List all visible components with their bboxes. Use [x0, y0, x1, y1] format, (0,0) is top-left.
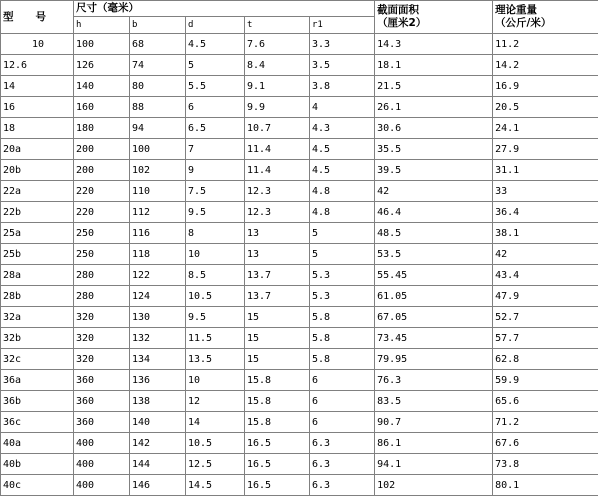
table-cell: 100 — [130, 139, 186, 160]
table-cell: 14 — [1, 76, 74, 97]
table-cell: 80.1 — [493, 475, 598, 496]
table-cell: 400 — [74, 433, 130, 454]
table-cell: 142 — [130, 433, 186, 454]
table-cell: 5.5 — [186, 76, 245, 97]
table-row — [1, 433, 598, 454]
table-cell: 360 — [74, 391, 130, 412]
table-cell: 400 — [74, 454, 130, 475]
table-cell: 20b — [1, 160, 74, 181]
table-cell: 25a — [1, 223, 74, 244]
table-cell: 43.4 — [493, 265, 598, 286]
table-cell: 10 — [186, 244, 245, 265]
table-row — [1, 454, 598, 475]
table-cell: 220 — [74, 181, 130, 202]
table-cell: 40c — [1, 475, 74, 496]
table-cell: 10 — [1, 34, 74, 55]
table-cell: 16.5 — [245, 433, 310, 454]
table-cell: 360 — [74, 370, 130, 391]
table-cell: 22a — [1, 181, 74, 202]
table-cell: 16.5 — [245, 475, 310, 496]
table-cell: 35.5 — [375, 139, 493, 160]
table-cell: 10.5 — [186, 286, 245, 307]
header-row — [1, 1, 598, 17]
table-cell: 5 — [310, 244, 375, 265]
table-cell: 79.95 — [375, 349, 493, 370]
table-cell: 18 — [1, 118, 74, 139]
table-cell: 6.3 — [310, 475, 375, 496]
table-cell: 132 — [130, 328, 186, 349]
table-cell: 200 — [74, 160, 130, 181]
table-cell: 16.9 — [493, 76, 598, 97]
table-cell: 9.5 — [186, 307, 245, 328]
table-cell: 22b — [1, 202, 74, 223]
table-cell: 6 — [310, 370, 375, 391]
table-cell: 116 — [130, 223, 186, 244]
table-cell: 9.5 — [186, 202, 245, 223]
table-cell: 320 — [74, 328, 130, 349]
table-cell: 10.5 — [186, 433, 245, 454]
table-cell: 3.3 — [310, 34, 375, 55]
table-cell: 13.7 — [245, 286, 310, 307]
table-cell: 180 — [74, 118, 130, 139]
header-area: 截面面积 （厘米2） — [375, 1, 493, 34]
table-cell: 5.3 — [310, 286, 375, 307]
table-cell: 122 — [130, 265, 186, 286]
table-cell: 3.5 — [310, 55, 375, 76]
table-cell: 53.5 — [375, 244, 493, 265]
table-cell: 12.3 — [245, 181, 310, 202]
table-cell: 24.1 — [493, 118, 598, 139]
table-cell: 67.6 — [493, 433, 598, 454]
table-cell: 110 — [130, 181, 186, 202]
table-cell: 134 — [130, 349, 186, 370]
table-cell: 28a — [1, 265, 74, 286]
table-cell: 6.5 — [186, 118, 245, 139]
table-cell: 12.6 — [1, 55, 74, 76]
table-cell: 15.8 — [245, 370, 310, 391]
table-cell: 48.5 — [375, 223, 493, 244]
table-cell: 6 — [310, 412, 375, 433]
table-cell: 140 — [74, 76, 130, 97]
table-cell: 26.1 — [375, 97, 493, 118]
table-cell: 33 — [493, 181, 598, 202]
table-cell: 65.6 — [493, 391, 598, 412]
table-cell: 8.5 — [186, 265, 245, 286]
table-cell: 144 — [130, 454, 186, 475]
table-cell: 36a — [1, 370, 74, 391]
table-cell: 9.1 — [245, 76, 310, 97]
table-cell: 138 — [130, 391, 186, 412]
subheader-d: d — [186, 17, 245, 34]
table-cell: 28b — [1, 286, 74, 307]
table-cell: 11.4 — [245, 160, 310, 181]
subheader-b: b — [130, 17, 186, 34]
table-cell: 25b — [1, 244, 74, 265]
table-cell: 76.3 — [375, 370, 493, 391]
table-cell: 40b — [1, 454, 74, 475]
table-row — [1, 118, 598, 139]
subheader-t: t — [245, 17, 310, 34]
header-weight: 理论重量 （公斤/米） — [493, 1, 598, 34]
table-cell: 15 — [245, 328, 310, 349]
table-cell: 59.9 — [493, 370, 598, 391]
table-cell: 160 — [74, 97, 130, 118]
table-row — [1, 286, 598, 307]
table-row — [1, 370, 598, 391]
table-cell: 5.8 — [310, 328, 375, 349]
table-cell: 14.3 — [375, 34, 493, 55]
table-cell: 31.1 — [493, 160, 598, 181]
table-cell: 10 — [186, 370, 245, 391]
table-cell: 20a — [1, 139, 74, 160]
table-cell: 67.05 — [375, 307, 493, 328]
table-cell: 15.8 — [245, 391, 310, 412]
table-cell: 42 — [375, 181, 493, 202]
table-cell: 16 — [1, 97, 74, 118]
table-cell: 27.9 — [493, 139, 598, 160]
table-cell: 14 — [186, 412, 245, 433]
table-cell: 4.5 — [310, 139, 375, 160]
table-row — [1, 391, 598, 412]
table-cell: 280 — [74, 286, 130, 307]
table-cell: 6.3 — [310, 454, 375, 475]
table-cell: 102 — [130, 160, 186, 181]
table-cell: 68 — [130, 34, 186, 55]
table-cell: 5.3 — [310, 265, 375, 286]
table-cell: 12.5 — [186, 454, 245, 475]
table-cell: 52.7 — [493, 307, 598, 328]
table-cell: 90.7 — [375, 412, 493, 433]
table-cell: 4.3 — [310, 118, 375, 139]
table-cell: 73.45 — [375, 328, 493, 349]
table-row — [1, 328, 598, 349]
table-cell: 280 — [74, 265, 130, 286]
table-cell: 11.4 — [245, 139, 310, 160]
table-cell: 5.8 — [310, 307, 375, 328]
table-cell: 8 — [186, 223, 245, 244]
table-cell: 7.6 — [245, 34, 310, 55]
subheader-r1: r1 — [310, 17, 375, 34]
table-cell: 136 — [130, 370, 186, 391]
table-cell: 14.2 — [493, 55, 598, 76]
table-cell: 320 — [74, 349, 130, 370]
table-cell: 4.5 — [186, 34, 245, 55]
table-cell: 9.9 — [245, 97, 310, 118]
table-cell: 10.7 — [245, 118, 310, 139]
table-cell: 18.1 — [375, 55, 493, 76]
table-cell: 11.2 — [493, 34, 598, 55]
table-row — [1, 202, 598, 223]
table-row — [1, 139, 598, 160]
table-cell: 14.5 — [186, 475, 245, 496]
table-cell: 4 — [310, 97, 375, 118]
table-cell: 83.5 — [375, 391, 493, 412]
table-cell: 4.8 — [310, 181, 375, 202]
table-cell: 5.8 — [310, 349, 375, 370]
table-cell: 62.8 — [493, 349, 598, 370]
table-cell: 5 — [310, 223, 375, 244]
table-cell: 57.7 — [493, 328, 598, 349]
table-cell: 36.4 — [493, 202, 598, 223]
table-cell: 7 — [186, 139, 245, 160]
table-cell: 118 — [130, 244, 186, 265]
table-cell: 13 — [245, 223, 310, 244]
header-model: 型 号 — [1, 1, 74, 34]
table-cell: 4.5 — [310, 160, 375, 181]
subheader-h: h — [74, 17, 130, 34]
table-cell: 20.5 — [493, 97, 598, 118]
table-cell: 88 — [130, 97, 186, 118]
table-row — [1, 34, 598, 55]
table-row — [1, 223, 598, 244]
table-cell: 102 — [375, 475, 493, 496]
table-cell: 6.3 — [310, 433, 375, 454]
table-cell: 46.4 — [375, 202, 493, 223]
table-cell: 94 — [130, 118, 186, 139]
table-cell: 47.9 — [493, 286, 598, 307]
table-cell: 130 — [130, 307, 186, 328]
table-cell: 126 — [74, 55, 130, 76]
table-body — [1, 1, 598, 496]
table-cell: 112 — [130, 202, 186, 223]
table-cell: 94.1 — [375, 454, 493, 475]
table-cell: 5 — [186, 55, 245, 76]
table-cell: 4.8 — [310, 202, 375, 223]
table-cell: 80 — [130, 76, 186, 97]
table-cell: 124 — [130, 286, 186, 307]
table-cell: 12 — [186, 391, 245, 412]
table-cell: 100 — [74, 34, 130, 55]
table-cell: 250 — [74, 244, 130, 265]
table-row — [1, 412, 598, 433]
table-row — [1, 265, 598, 286]
table-cell: 360 — [74, 412, 130, 433]
table-cell: 55.45 — [375, 265, 493, 286]
header-dimensions: 尺寸（毫米） — [74, 1, 375, 17]
table-row — [1, 181, 598, 202]
table-cell: 12.3 — [245, 202, 310, 223]
table-row — [1, 76, 598, 97]
table-cell: 39.5 — [375, 160, 493, 181]
table-cell: 8.4 — [245, 55, 310, 76]
table-cell: 7.5 — [186, 181, 245, 202]
table-cell: 30.6 — [375, 118, 493, 139]
table-cell: 140 — [130, 412, 186, 433]
table-cell: 250 — [74, 223, 130, 244]
table-cell: 13.7 — [245, 265, 310, 286]
table-cell: 200 — [74, 139, 130, 160]
table-cell: 15.8 — [245, 412, 310, 433]
table-cell: 61.05 — [375, 286, 493, 307]
table-cell: 9 — [186, 160, 245, 181]
table-cell: 6 — [310, 391, 375, 412]
table-row — [1, 97, 598, 118]
table-cell: 38.1 — [493, 223, 598, 244]
table-cell: 32c — [1, 349, 74, 370]
table-row — [1, 349, 598, 370]
table-cell: 400 — [74, 475, 130, 496]
table-cell: 15 — [245, 349, 310, 370]
table-row — [1, 55, 598, 76]
table-cell: 74 — [130, 55, 186, 76]
table-cell: 86.1 — [375, 433, 493, 454]
table-row — [1, 307, 598, 328]
table-cell: 16.5 — [245, 454, 310, 475]
table-cell: 11.5 — [186, 328, 245, 349]
table-cell: 36b — [1, 391, 74, 412]
table-cell: 32a — [1, 307, 74, 328]
table-cell: 13.5 — [186, 349, 245, 370]
table-cell: 40a — [1, 433, 74, 454]
table-cell: 146 — [130, 475, 186, 496]
table-cell: 3.8 — [310, 76, 375, 97]
table-cell: 15 — [245, 307, 310, 328]
table-cell: 42 — [493, 244, 598, 265]
table-row — [1, 160, 598, 181]
table-row — [1, 244, 598, 265]
table-cell: 6 — [186, 97, 245, 118]
table-cell: 71.2 — [493, 412, 598, 433]
table-row — [1, 475, 598, 496]
table-cell: 13 — [245, 244, 310, 265]
table-cell: 21.5 — [375, 76, 493, 97]
table-cell: 36c — [1, 412, 74, 433]
table-cell: 220 — [74, 202, 130, 223]
table-cell: 73.8 — [493, 454, 598, 475]
table-cell: 320 — [74, 307, 130, 328]
table-cell: 32b — [1, 328, 74, 349]
